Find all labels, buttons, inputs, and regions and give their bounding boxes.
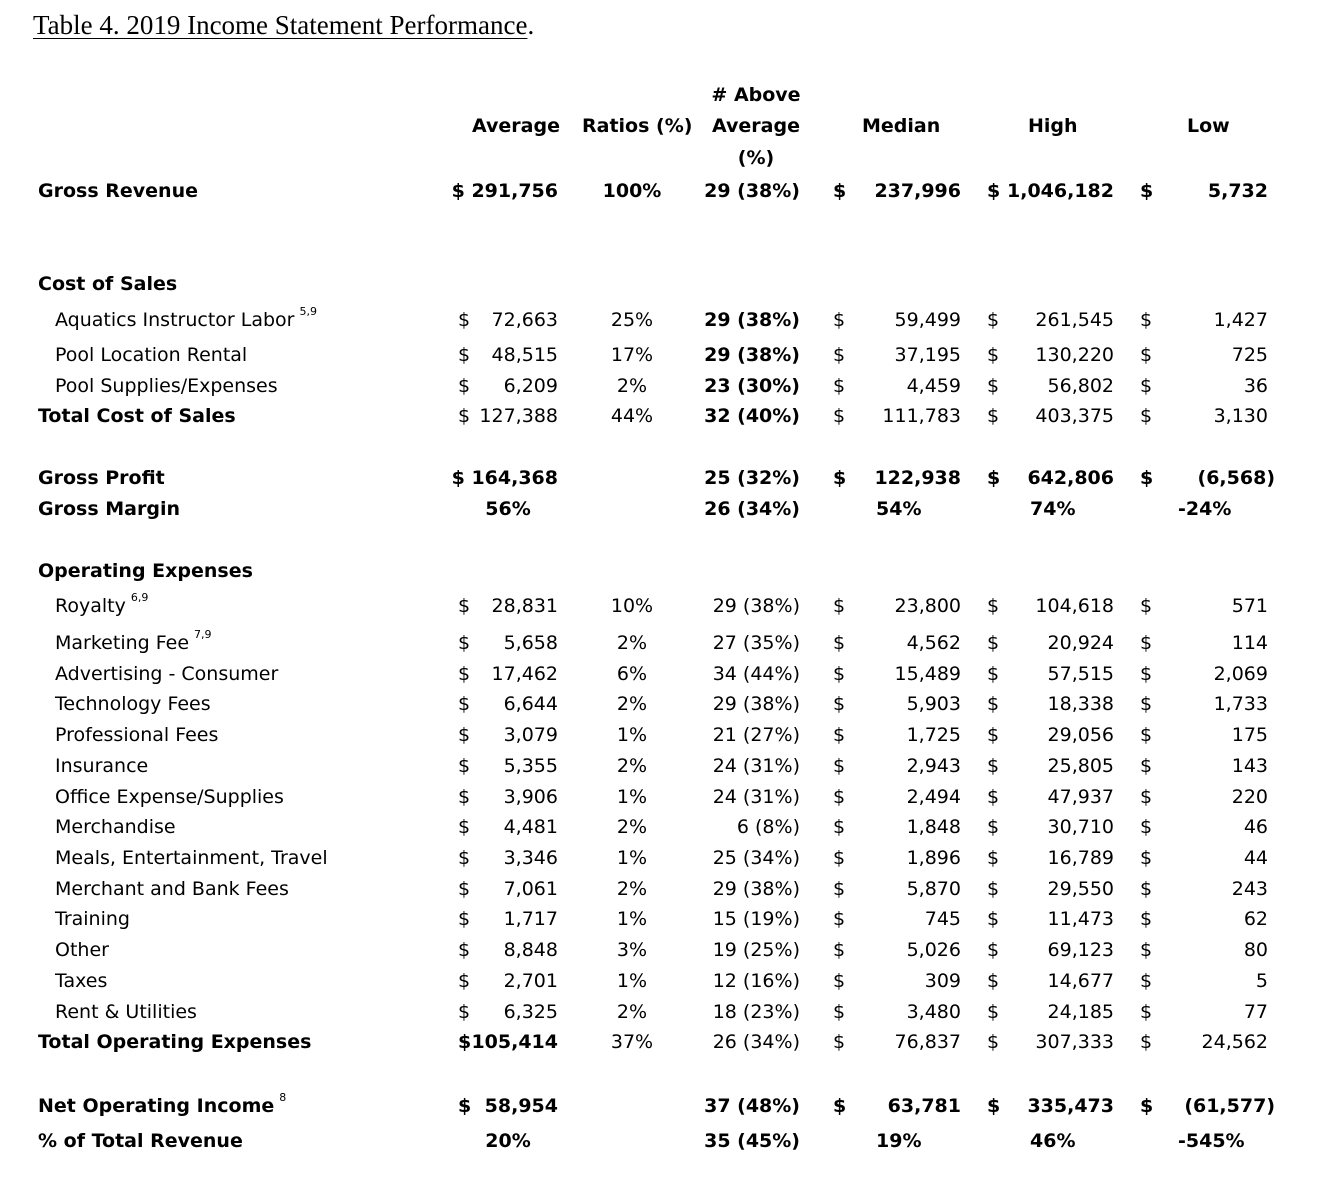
- average-value: 7,061: [503, 878, 558, 900]
- median-value: 1,896: [906, 847, 961, 869]
- average-dollar: $: [458, 847, 471, 869]
- above-average-value: 34 (44%): [712, 663, 800, 685]
- average-value: $ 164,368: [451, 467, 558, 489]
- high-value: 25,805: [1047, 755, 1114, 777]
- average-dollar: $: [458, 663, 471, 685]
- above-average-value: 29 (38%): [704, 180, 800, 202]
- ratio-value: 2%: [616, 632, 648, 654]
- ratio-value: 2%: [616, 816, 648, 838]
- median-dollar: $: [833, 939, 846, 961]
- above-average-value: 6 (8%): [736, 816, 800, 838]
- average-dollar: $: [458, 786, 471, 808]
- above-average-value: 24 (31%): [712, 755, 800, 777]
- above-average-value: 12 (16%): [712, 970, 800, 992]
- low-value: -24%: [1178, 498, 1232, 520]
- low-value: 243: [1231, 878, 1268, 900]
- low-dollar: $: [1140, 632, 1153, 654]
- low-dollar: $: [1140, 375, 1153, 397]
- header-high: High: [1028, 115, 1078, 137]
- median-value: 745: [924, 908, 961, 930]
- high-value: 46%: [1030, 1130, 1076, 1152]
- average-value: 6,644: [503, 693, 558, 715]
- median-dollar: $: [833, 1031, 846, 1053]
- ratio-value: 2%: [616, 693, 648, 715]
- high-dollar: $: [987, 1031, 1000, 1053]
- high-dollar: $: [987, 755, 1000, 777]
- median-dollar: $: [833, 663, 846, 685]
- footnote-superscript: 6,9: [130, 591, 149, 604]
- median-value: 5,903: [906, 693, 961, 715]
- low-value: 5: [1255, 970, 1268, 992]
- high-value: 20,924: [1047, 632, 1114, 654]
- high-dollar: $: [987, 878, 1000, 900]
- average-value: 1,717: [503, 908, 558, 930]
- ratio-value: 1%: [616, 724, 648, 746]
- high-dollar: $: [987, 970, 1000, 992]
- low-value: 44: [1243, 847, 1268, 869]
- table-title: Table 4. 2019 Income Statement Performance.: [33, 10, 535, 40]
- low-dollar: $: [1140, 724, 1153, 746]
- average-dollar: $: [458, 939, 471, 961]
- ratio-value: 100%: [602, 180, 662, 202]
- row-label: Insurance: [55, 755, 149, 777]
- average-dollar: $: [458, 724, 471, 746]
- low-value: -545%: [1178, 1130, 1245, 1152]
- row-label: % of Total Revenue: [38, 1130, 243, 1152]
- average-value: 48,515: [491, 344, 558, 366]
- average-value: 5,658: [503, 632, 558, 654]
- high-dollar: $: [987, 724, 1000, 746]
- row-label: Gross Margin: [38, 498, 180, 520]
- low-value: 571: [1231, 595, 1268, 617]
- median-dollar: $: [833, 467, 847, 489]
- median-value: 3,480: [906, 1001, 961, 1023]
- high-value: 403,375: [1035, 405, 1114, 427]
- high-dollar: $: [987, 939, 1000, 961]
- above-average-value: 29 (38%): [712, 595, 800, 617]
- high-value: 1,046,182: [1007, 180, 1114, 202]
- low-value: 36: [1243, 375, 1268, 397]
- row-label: Aquatics Instructor Labor: [55, 309, 295, 331]
- low-value: 175: [1231, 724, 1268, 746]
- low-value: 77: [1243, 1001, 1268, 1023]
- average-dollar: $: [458, 970, 471, 992]
- median-dollar: $: [833, 180, 847, 202]
- high-value: 335,473: [1027, 1095, 1114, 1117]
- high-dollar: $: [987, 180, 1001, 202]
- low-value: 725: [1231, 344, 1268, 366]
- average-dollar: $: [458, 595, 471, 617]
- footnote-superscript: 5,9: [299, 305, 317, 318]
- above-average-value: 29 (38%): [712, 693, 800, 715]
- ratio-value: 10%: [610, 595, 654, 617]
- median-dollar: $: [833, 816, 846, 838]
- ratio-value: 2%: [616, 878, 648, 900]
- median-dollar: $: [833, 375, 846, 397]
- low-value: 46: [1243, 816, 1268, 838]
- high-value: 307,333: [1035, 1031, 1114, 1053]
- row-label: Merchant and Bank Fees: [55, 878, 289, 900]
- row-label: Net Operating Income: [38, 1095, 275, 1117]
- average-value: 28,831: [491, 595, 558, 617]
- ratio-value: 1%: [616, 786, 648, 808]
- median-dollar: $: [833, 908, 846, 930]
- average-value: 127,388: [479, 405, 558, 427]
- median-dollar: $: [833, 970, 846, 992]
- median-value: 19%: [876, 1130, 922, 1152]
- average-value: 56%: [485, 498, 531, 520]
- header-above-line2: Average: [712, 115, 800, 137]
- header-above-line3: (%): [737, 147, 775, 169]
- median-value: 63,781: [887, 1095, 961, 1117]
- row-label: Advertising - Consumer: [55, 663, 279, 685]
- high-value: 29,056: [1047, 724, 1114, 746]
- average-dollar: $: [458, 309, 471, 331]
- low-value: 62: [1243, 908, 1268, 930]
- median-value: 2,943: [906, 755, 961, 777]
- high-dollar: $: [987, 663, 1000, 685]
- low-dollar: $: [1140, 1095, 1154, 1117]
- average-dollar: $: [458, 344, 471, 366]
- median-dollar: $: [833, 1095, 847, 1117]
- row-label: Other: [55, 939, 109, 961]
- high-value: 57,515: [1047, 663, 1114, 685]
- row-label: Royalty: [55, 595, 126, 617]
- high-dollar: $: [987, 693, 1000, 715]
- low-dollar: $: [1140, 908, 1153, 930]
- above-average-value: 19 (25%): [712, 939, 800, 961]
- median-dollar: $: [833, 724, 846, 746]
- high-dollar: $: [987, 344, 1000, 366]
- median-value: 237,996: [874, 180, 961, 202]
- high-value: 47,937: [1047, 786, 1114, 808]
- ratio-value: 1%: [616, 970, 648, 992]
- average-value: 2,701: [503, 970, 558, 992]
- header-average: Average: [472, 115, 560, 137]
- high-dollar: $: [987, 632, 1000, 654]
- row-label: Meals, Entertainment, Travel: [55, 847, 328, 869]
- median-value: 15,489: [894, 663, 961, 685]
- ratio-value: 1%: [616, 847, 648, 869]
- row-label: Training: [55, 908, 130, 930]
- average-dollar: $: [458, 878, 471, 900]
- row-label: Professional Fees: [55, 724, 219, 746]
- low-dollar: $: [1140, 663, 1153, 685]
- average-value: 17,462: [491, 663, 558, 685]
- median-dollar: $: [833, 847, 846, 869]
- low-dollar: $: [1140, 878, 1153, 900]
- median-value: 4,562: [906, 632, 961, 654]
- median-dollar: $: [833, 309, 846, 331]
- low-value: 1,427: [1213, 309, 1268, 331]
- average-dollar: $: [458, 908, 471, 930]
- row-label: Gross Revenue: [38, 180, 198, 202]
- high-dollar: $: [987, 375, 1000, 397]
- row-label: Office Expense/Supplies: [55, 786, 284, 808]
- average-value: 20%: [485, 1130, 531, 1152]
- median-value: 59,499: [894, 309, 961, 331]
- above-average-value: 35 (45%): [704, 1130, 800, 1152]
- low-value: 5,732: [1207, 180, 1268, 202]
- footnote-superscript: 8: [279, 1091, 287, 1104]
- average-value: 3,079: [503, 724, 558, 746]
- row-label: Pool Supplies/Expenses: [55, 375, 278, 397]
- above-average-value: 29 (38%): [704, 309, 800, 331]
- median-value: 37,195: [894, 344, 961, 366]
- average-dollar: $: [458, 1031, 472, 1053]
- median-dollar: $: [833, 693, 846, 715]
- above-average-value: 15 (19%): [712, 908, 800, 930]
- median-dollar: $: [833, 1001, 846, 1023]
- header-above-line1: # Above: [711, 84, 801, 106]
- low-dollar: $: [1140, 309, 1153, 331]
- average-value: 4,481: [503, 816, 558, 838]
- average-dollar: $: [458, 632, 471, 654]
- high-dollar: $: [987, 786, 1000, 808]
- high-value: 14,677: [1047, 970, 1114, 992]
- high-value: 11,473: [1047, 908, 1114, 930]
- low-dollar: $: [1140, 939, 1153, 961]
- average-dollar: $: [458, 375, 471, 397]
- row-label: Merchandise: [55, 816, 176, 838]
- median-value: 5,870: [906, 878, 961, 900]
- ratio-value: 2%: [616, 1001, 648, 1023]
- ratio-value: 1%: [616, 908, 648, 930]
- median-value: 5,026: [906, 939, 961, 961]
- above-average-value: 32 (40%): [704, 405, 800, 427]
- ratio-value: 2%: [616, 375, 648, 397]
- low-value: (61,577): [1184, 1095, 1275, 1117]
- ratio-value: 17%: [610, 344, 654, 366]
- average-dollar: $: [458, 755, 471, 777]
- average-dollar: $: [458, 405, 471, 427]
- row-label: Total Operating Expenses: [38, 1031, 312, 1053]
- low-value: 2,069: [1213, 663, 1268, 685]
- median-dollar: $: [833, 786, 846, 808]
- above-average-value: 18 (23%): [712, 1001, 800, 1023]
- median-dollar: $: [833, 405, 846, 427]
- above-average-value: 24 (31%): [712, 786, 800, 808]
- low-value: 80: [1243, 939, 1268, 961]
- median-value: 309: [924, 970, 961, 992]
- high-dollar: $: [987, 1001, 1000, 1023]
- high-value: 74%: [1030, 498, 1076, 520]
- median-value: 111,783: [882, 405, 961, 427]
- low-dollar: $: [1140, 405, 1153, 427]
- average-value: 3,346: [503, 847, 558, 869]
- average-value: 6,325: [503, 1001, 558, 1023]
- above-average-value: 37 (48%): [704, 1095, 800, 1117]
- average-value: 6,209: [503, 375, 558, 397]
- average-value: 105,414: [471, 1031, 558, 1053]
- median-dollar: $: [833, 595, 846, 617]
- median-dollar: $: [833, 755, 846, 777]
- row-label: Total Cost of Sales: [38, 405, 236, 427]
- low-dollar: $: [1140, 1031, 1153, 1053]
- ratio-value: 2%: [616, 755, 648, 777]
- ratio-value: 44%: [610, 405, 654, 427]
- median-value: 1,725: [906, 724, 961, 746]
- average-value: 3,906: [503, 786, 558, 808]
- header-low: Low: [1187, 115, 1230, 137]
- low-dollar: $: [1140, 786, 1153, 808]
- high-dollar: $: [987, 309, 1000, 331]
- high-dollar: $: [987, 908, 1000, 930]
- low-dollar: $: [1140, 180, 1154, 202]
- high-value: 56,802: [1047, 375, 1114, 397]
- average-dollar: $: [458, 1001, 471, 1023]
- average-value: 5,355: [503, 755, 558, 777]
- low-value: 220: [1231, 786, 1268, 808]
- average-value: 58,954: [484, 1095, 558, 1117]
- low-dollar: $: [1140, 1001, 1153, 1023]
- high-dollar: $: [987, 1095, 1001, 1117]
- low-dollar: $: [1140, 693, 1153, 715]
- low-dollar: $: [1140, 344, 1153, 366]
- low-value: (6,568): [1197, 467, 1275, 489]
- above-average-value: 29 (38%): [712, 878, 800, 900]
- average-value: $ 291,756: [451, 180, 558, 202]
- ratio-value: 37%: [610, 1031, 654, 1053]
- high-value: 104,618: [1035, 595, 1114, 617]
- above-average-value: 25 (32%): [704, 467, 800, 489]
- footnote-superscript: 7,9: [194, 628, 212, 641]
- ratio-value: 3%: [616, 939, 648, 961]
- above-average-value: 26 (34%): [704, 498, 800, 520]
- above-average-value: 25 (34%): [712, 847, 800, 869]
- low-value: 1,733: [1213, 693, 1268, 715]
- high-value: 130,220: [1035, 344, 1114, 366]
- high-value: 24,185: [1047, 1001, 1114, 1023]
- low-value: 3,130: [1213, 405, 1268, 427]
- median-value: 4,459: [906, 375, 961, 397]
- median-dollar: $: [833, 632, 846, 654]
- low-dollar: $: [1140, 467, 1154, 489]
- high-value: 16,789: [1047, 847, 1114, 869]
- high-dollar: $: [987, 816, 1000, 838]
- above-average-value: 23 (30%): [704, 375, 800, 397]
- high-value: 30,710: [1047, 816, 1114, 838]
- above-average-value: 29 (38%): [704, 344, 800, 366]
- average-dollar: $: [458, 1095, 472, 1117]
- median-value: 76,837: [894, 1031, 961, 1053]
- row-label: Cost of Sales: [38, 273, 178, 295]
- high-value: 261,545: [1035, 309, 1114, 331]
- low-value: 143: [1231, 755, 1268, 777]
- row-label: Technology Fees: [55, 693, 211, 715]
- high-value: 642,806: [1027, 467, 1114, 489]
- high-dollar: $: [987, 847, 1000, 869]
- above-average-value: 27 (35%): [712, 632, 800, 654]
- median-value: 23,800: [894, 595, 961, 617]
- median-dollar: $: [833, 878, 846, 900]
- low-dollar: $: [1140, 847, 1153, 869]
- ratio-value: 6%: [616, 663, 648, 685]
- average-dollar: $: [458, 816, 471, 838]
- high-value: 69,123: [1047, 939, 1114, 961]
- ratio-value: 25%: [610, 309, 654, 331]
- median-value: 122,938: [874, 467, 961, 489]
- low-dollar: $: [1140, 595, 1153, 617]
- median-value: 54%: [876, 498, 922, 520]
- high-value: 29,550: [1047, 878, 1114, 900]
- average-value: 8,848: [503, 939, 558, 961]
- low-dollar: $: [1140, 755, 1153, 777]
- row-label: Marketing Fee: [55, 632, 190, 654]
- low-value: 114: [1231, 632, 1268, 654]
- average-value: 72,663: [491, 309, 558, 331]
- median-value: 1,848: [906, 816, 961, 838]
- average-dollar: $: [458, 693, 471, 715]
- high-dollar: $: [987, 467, 1001, 489]
- low-dollar: $: [1140, 970, 1153, 992]
- row-label: Taxes: [55, 970, 108, 992]
- median-dollar: $: [833, 344, 846, 366]
- row-label: Rent & Utilities: [55, 1001, 197, 1023]
- above-average-value: 26 (34%): [712, 1031, 800, 1053]
- low-dollar: $: [1140, 816, 1153, 838]
- low-value: 24,562: [1201, 1031, 1268, 1053]
- high-value: 18,338: [1047, 693, 1114, 715]
- above-average-value: 21 (27%): [712, 724, 800, 746]
- row-label: Gross Profit: [38, 467, 165, 489]
- row-label: Operating Expenses: [38, 560, 253, 582]
- median-value: 2,494: [906, 786, 961, 808]
- header-ratios: Ratios (%): [582, 115, 693, 137]
- high-dollar: $: [987, 595, 1000, 617]
- row-label: Pool Location Rental: [55, 344, 248, 366]
- header-median: Median: [862, 115, 941, 137]
- high-dollar: $: [987, 405, 1000, 427]
